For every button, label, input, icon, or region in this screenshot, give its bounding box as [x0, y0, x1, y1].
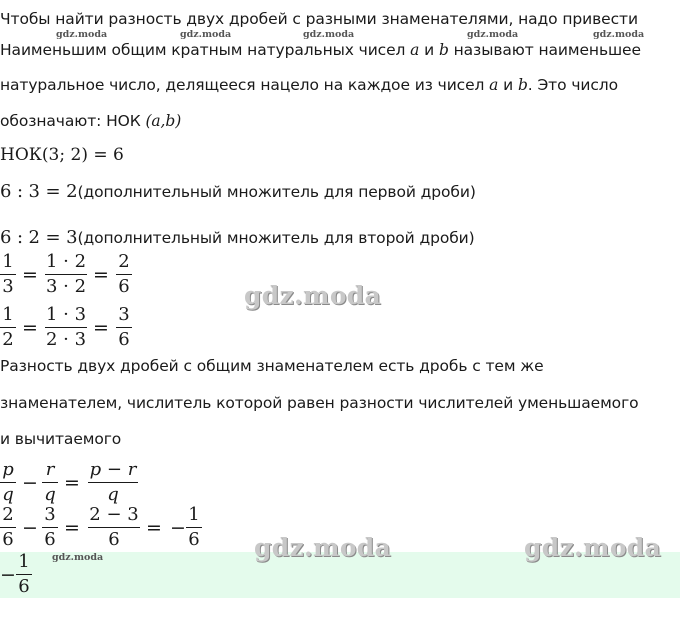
text-fragment: и	[419, 41, 439, 59]
text-line-3	[0, 76, 618, 94]
text-line-1: Чтобы найти разность двух дробей с разными знаменателями, надо привести	[0, 10, 638, 28]
watermark-small: gdz.moda	[56, 29, 108, 40]
watermark-large: gdz.moda	[244, 281, 382, 310]
watermark-small: gdz.moda	[52, 552, 104, 563]
equals-sign: =	[93, 317, 109, 339]
multiplier-line-2	[0, 227, 475, 248]
multiplier-eq: 6 : 2 = 3	[0, 227, 78, 248]
fraction: 2 6	[116, 252, 132, 297]
watermark-large: gdz.moda	[254, 533, 392, 562]
answer-fraction: 1 6	[16, 552, 32, 597]
fraction: 2 − 3 6	[89, 504, 139, 551]
watermark-small: gdz.moda	[180, 29, 232, 40]
nok-equation: НОК(3; 2) = 6	[0, 145, 124, 165]
fraction: 1 · 2 3 · 2	[45, 251, 87, 298]
fraction: p q	[0, 460, 16, 505]
multiplier-eq: 6 : 3 = 2	[0, 181, 78, 202]
text-fragment: (дополнительный множитель для первой дроби)	[77, 183, 476, 201]
minus-sign: −	[170, 517, 186, 539]
text-fragment: Наименьшим общим кратным натуральных чисел	[0, 41, 411, 59]
text-fragment: (дополнительный множитель для второй дроби)	[77, 229, 475, 247]
text-line-4	[0, 112, 181, 130]
text-fragment: обозначают: НОК	[0, 112, 146, 130]
rule-line-1: Разность двух дробей с общим знаменателем есть дробь с тем же	[0, 357, 544, 375]
fraction: 1 2	[0, 305, 16, 350]
watermark-large: gdz.moda	[524, 533, 662, 562]
fraction: 3 6	[116, 305, 132, 350]
equals-sign: =	[64, 472, 80, 494]
equals-sign: =	[22, 317, 38, 339]
equals-sign: =	[146, 517, 162, 539]
text-fragment: называют наименьшее	[448, 41, 641, 59]
var-a: a	[489, 76, 499, 94]
equals-sign: =	[22, 264, 38, 286]
fraction: 2 6	[0, 505, 16, 550]
fraction: p − r q	[89, 459, 137, 506]
minus-sign: −	[0, 564, 16, 586]
fraction: r q	[42, 460, 58, 505]
nok-args: (a,b)	[145, 112, 182, 130]
fraction: 1 3	[0, 252, 16, 297]
minus-sign: −	[22, 472, 38, 494]
fraction: 1 · 3 2 · 3	[45, 304, 87, 351]
var-b: b	[438, 41, 449, 59]
multiplier-line-1	[0, 181, 476, 202]
var-b: b	[517, 76, 528, 94]
text-fragment: . Это число	[527, 76, 618, 94]
watermark-small: gdz.moda	[303, 29, 355, 40]
rule-line-3: и вычитаемого	[0, 430, 122, 448]
fraction: 1 6	[186, 505, 202, 550]
equals-sign: =	[93, 264, 109, 286]
watermark-small: gdz.moda	[593, 29, 645, 40]
var-a: a	[410, 41, 420, 59]
text-line-2	[0, 41, 641, 59]
text-fragment: натуральное число, делящееся нацело на каждое из чисел	[0, 76, 490, 94]
text-fragment: и	[498, 76, 518, 94]
watermark-small: gdz.moda	[467, 29, 519, 40]
rule-line-2: знаменателем, числитель которой равен разности числителей уменьшаемого	[0, 394, 639, 412]
minus-sign: −	[22, 517, 38, 539]
equals-sign: =	[64, 517, 80, 539]
fraction: 3 6	[42, 505, 58, 550]
